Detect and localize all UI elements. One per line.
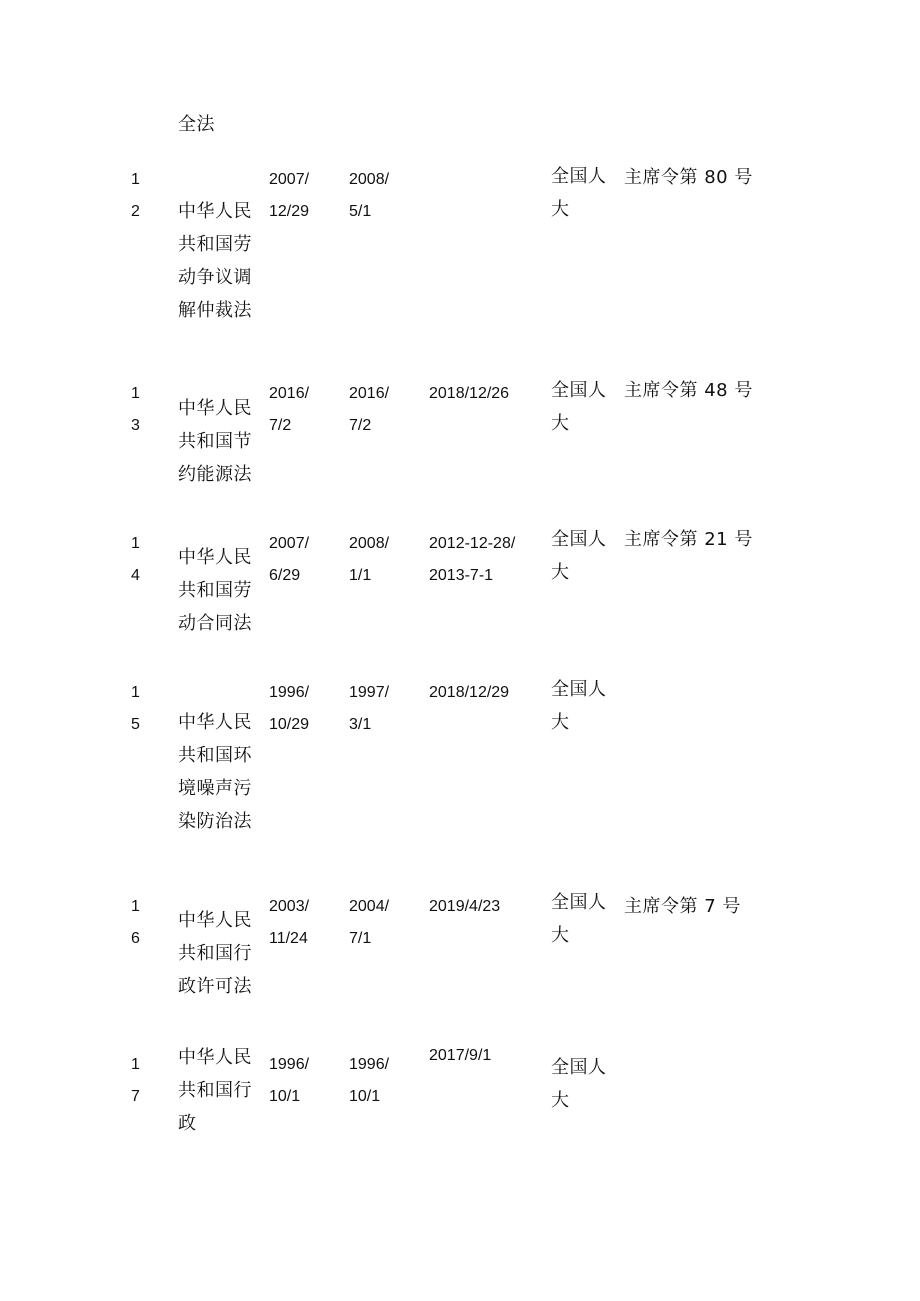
promulgation-date: 2016/ 7/2 xyxy=(269,385,310,434)
issuing-authority: 全国人 大 xyxy=(551,529,607,583)
promulgation-date: 2007/ 12/29 xyxy=(269,171,310,220)
effective-date: 1996/ 10/1 xyxy=(349,1056,390,1105)
promulgation-date: 1996/ 10/29 xyxy=(269,684,310,733)
effective-date: 1997/ 3/1 xyxy=(349,684,390,733)
law-name: 中华人民 共和国劳 动争议调 解仲裁法 xyxy=(178,201,252,321)
issuing-authority: 全国人 大 xyxy=(551,380,607,434)
issuing-authority: 全国人 大 xyxy=(551,166,607,220)
order-number: 主席令第 48 号 xyxy=(624,380,753,401)
order-number: 主席令第 80 号 xyxy=(624,167,753,188)
promulgation-date: 1996/ 10/1 xyxy=(269,1056,310,1105)
effective-date: 2008/ 1/1 xyxy=(349,535,390,584)
promulgation-date: 2003/ 11/24 xyxy=(269,898,310,947)
order-number: 主席令第 21 号 xyxy=(624,529,753,550)
previous-row-name-fragment: 全法 xyxy=(178,114,215,135)
issuing-authority: 全国人 大 xyxy=(551,1057,607,1111)
issuing-authority: 全国人 大 xyxy=(551,679,607,733)
row-number: 1 3 xyxy=(131,385,140,434)
issuing-authority: 全国人 大 xyxy=(551,892,607,946)
row-number: 1 5 xyxy=(131,684,140,733)
effective-date: 2016/ 7/2 xyxy=(349,385,390,434)
law-name: 中华人民 共和国劳 动合同法 xyxy=(178,547,252,634)
row-number: 1 4 xyxy=(131,535,140,584)
effective-date: 2008/ 5/1 xyxy=(349,171,390,220)
promulgation-date: 2007/ 6/29 xyxy=(269,535,310,584)
row-number: 1 7 xyxy=(131,1056,140,1105)
law-name: 中华人民 共和国环 境噪声污 染防治法 xyxy=(178,712,252,832)
law-name: 中华人民 共和国行 政 xyxy=(178,1047,252,1134)
row-number: 1 6 xyxy=(131,898,140,947)
order-number: 主席令第 7 号 xyxy=(624,896,741,917)
effective-date: 2004/ 7/1 xyxy=(349,898,390,947)
revision-date: 2012-12-28/ 2013-7-1 xyxy=(429,535,516,584)
revision-date: 2017/9/1 xyxy=(429,1047,492,1064)
row-number: 1 2 xyxy=(131,171,140,220)
revision-date: 2018/12/29 xyxy=(429,684,510,701)
revision-date: 2018/12/26 xyxy=(429,385,510,402)
law-name: 中华人民 共和国行 政许可法 xyxy=(178,910,252,997)
law-name: 中华人民 共和国节 约能源法 xyxy=(178,398,252,485)
revision-date: 2019/4/23 xyxy=(429,898,501,915)
